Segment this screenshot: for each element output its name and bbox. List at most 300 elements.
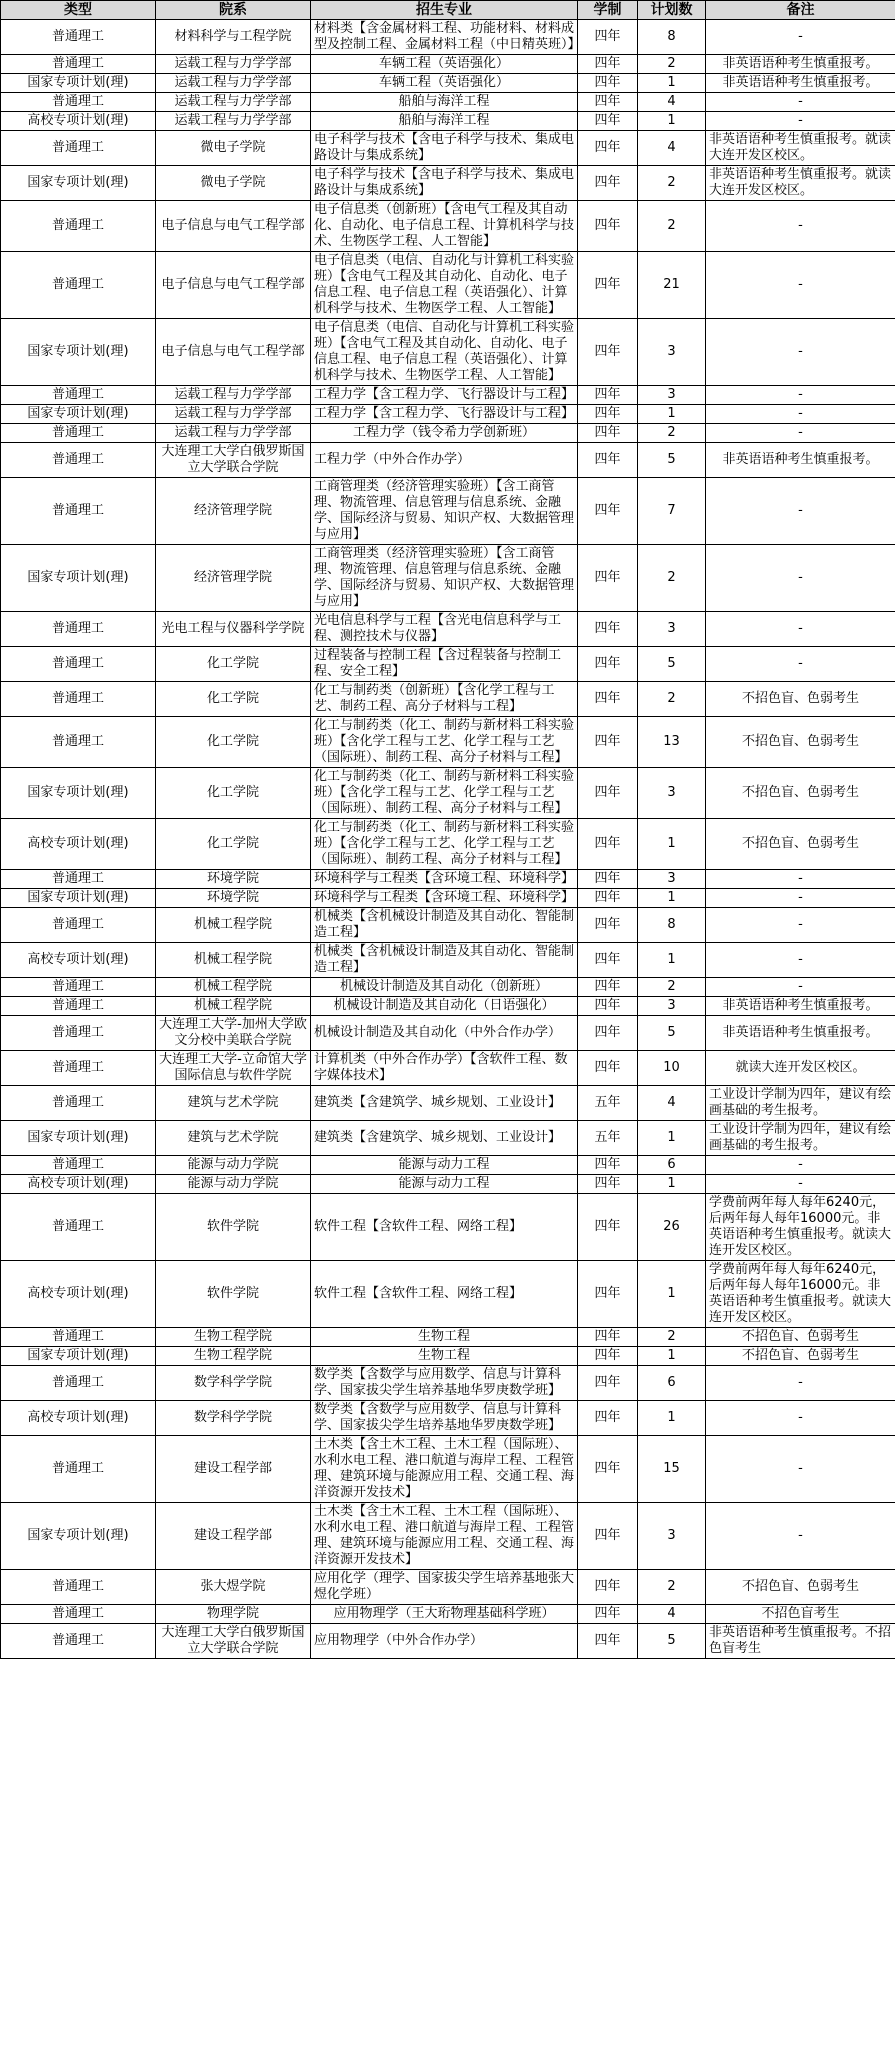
table-row	[1, 908, 895, 943]
table-row	[1, 1605, 895, 1624]
cell-length: 四年	[578, 889, 638, 908]
cell-length: 四年	[578, 1261, 638, 1328]
table-row	[1, 1347, 895, 1366]
table-row	[1, 1436, 895, 1503]
cell-major: 电子科学与技术【含电子科学与技术、集成电路设计与集成系统】	[311, 166, 578, 201]
table-row	[1, 386, 895, 405]
cell-count: 1	[638, 405, 706, 424]
cell-count: 3	[638, 319, 706, 386]
cell-major: 工程力学（中外合作办学）	[311, 443, 578, 478]
cell-count: 4	[638, 1086, 706, 1121]
cell-note: 不招色盲、色弱考生	[706, 682, 895, 717]
cell-length: 四年	[578, 386, 638, 405]
cell-dept: 运载工程与力学学部	[156, 405, 311, 424]
cell-count: 5	[638, 647, 706, 682]
cell-note: 工业设计学制为四年，建议有绘画基础的考生报考。	[706, 1121, 895, 1156]
cell-note: -	[706, 252, 895, 319]
cell-type: 普通理工	[1, 1086, 156, 1121]
cell-dept: 化工学院	[156, 647, 311, 682]
cell-dept: 建设工程学部	[156, 1436, 311, 1503]
cell-note: 非英语语种考生慎重报考。	[706, 55, 895, 74]
table-row	[1, 424, 895, 443]
cell-major: 车辆工程（英语强化）	[311, 74, 578, 93]
cell-dept: 数学科学学院	[156, 1401, 311, 1436]
cell-major: 机械设计制造及其自动化（中外合作办学）	[311, 1016, 578, 1051]
cell-major: 生物工程	[311, 1347, 578, 1366]
table-row	[1, 319, 895, 386]
cell-type: 普通理工	[1, 647, 156, 682]
cell-note: 非英语语种考生慎重报考。	[706, 74, 895, 93]
cell-note: -	[706, 1156, 895, 1175]
table-body	[1, 20, 895, 1659]
cell-type: 高校专项计划(理)	[1, 819, 156, 870]
cell-dept: 微电子学院	[156, 166, 311, 201]
header-type: 类型	[1, 1, 156, 20]
cell-dept: 大连理工大学-立命馆大学国际信息与软件学院	[156, 1051, 311, 1086]
cell-type: 高校专项计划(理)	[1, 943, 156, 978]
cell-count: 3	[638, 612, 706, 647]
cell-type: 普通理工	[1, 1328, 156, 1347]
cell-note: 不招色盲考生	[706, 1605, 895, 1624]
cell-count: 2	[638, 424, 706, 443]
cell-major: 数学类【含数学与应用数学、信息与计算科学、国家拔尖学生培养基地华罗庚数学班】	[311, 1366, 578, 1401]
cell-count: 3	[638, 870, 706, 889]
cell-type: 普通理工	[1, 1570, 156, 1605]
cell-note: -	[706, 943, 895, 978]
cell-note: -	[706, 386, 895, 405]
cell-note: 非英语语种考生慎重报考。	[706, 443, 895, 478]
cell-note: -	[706, 1436, 895, 1503]
cell-dept: 机械工程学院	[156, 943, 311, 978]
table-row	[1, 1366, 895, 1401]
cell-type: 国家专项计划(理)	[1, 545, 156, 612]
cell-note: -	[706, 405, 895, 424]
table-row	[1, 768, 895, 819]
cell-major: 机械类【含机械设计制造及其自动化、智能制造工程】	[311, 943, 578, 978]
cell-type: 国家专项计划(理)	[1, 319, 156, 386]
cell-major: 软件工程【含软件工程、网络工程】	[311, 1194, 578, 1261]
cell-length: 四年	[578, 1328, 638, 1347]
cell-major: 机械设计制造及其自动化（日语强化）	[311, 997, 578, 1016]
cell-note: 非英语语种考生慎重报考。不招色盲考生	[706, 1624, 895, 1659]
cell-major: 船舶与海洋工程	[311, 112, 578, 131]
cell-count: 3	[638, 1503, 706, 1570]
table-row	[1, 978, 895, 997]
cell-major: 工商管理类（经济管理实验班）【含工商管理、物流管理、信息管理与信息系统、金融学、国际经济与贸易、知识产权、大数据管理与应用】	[311, 478, 578, 545]
cell-dept: 张大煜学院	[156, 1570, 311, 1605]
cell-note: -	[706, 1503, 895, 1570]
cell-count: 7	[638, 478, 706, 545]
table-row	[1, 131, 895, 166]
cell-length: 四年	[578, 319, 638, 386]
cell-note: 不招色盲、色弱考生	[706, 819, 895, 870]
table-row	[1, 1401, 895, 1436]
cell-type: 国家专项计划(理)	[1, 405, 156, 424]
cell-type: 普通理工	[1, 1051, 156, 1086]
cell-major: 应用物理学（中外合作办学）	[311, 1624, 578, 1659]
cell-count: 2	[638, 166, 706, 201]
cell-length: 四年	[578, 682, 638, 717]
cell-length: 四年	[578, 443, 638, 478]
cell-length: 四年	[578, 112, 638, 131]
cell-count: 2	[638, 682, 706, 717]
cell-major: 环境科学与工程类【含环境工程、环境科学】	[311, 870, 578, 889]
cell-dept: 建设工程学部	[156, 1503, 311, 1570]
cell-major: 工程力学（钱令希力学创新班）	[311, 424, 578, 443]
table-row	[1, 997, 895, 1016]
cell-length: 四年	[578, 1503, 638, 1570]
table-row	[1, 405, 895, 424]
cell-count: 8	[638, 20, 706, 55]
cell-type: 普通理工	[1, 386, 156, 405]
cell-major: 土木类【含土木工程、土木工程（国际班）、水利水电工程、港口航道与海岸工程、工程管理、建筑环境与能源应用工程、交通工程、海洋资源开发技术】	[311, 1436, 578, 1503]
cell-count: 2	[638, 55, 706, 74]
cell-type: 普通理工	[1, 978, 156, 997]
table-row	[1, 1570, 895, 1605]
table-row	[1, 166, 895, 201]
cell-count: 6	[638, 1366, 706, 1401]
cell-count: 8	[638, 908, 706, 943]
cell-length: 四年	[578, 908, 638, 943]
cell-count: 1	[638, 74, 706, 93]
cell-type: 高校专项计划(理)	[1, 1401, 156, 1436]
cell-count: 1	[638, 112, 706, 131]
cell-note: 不招色盲、色弱考生	[706, 1328, 895, 1347]
cell-type: 普通理工	[1, 93, 156, 112]
table-row	[1, 1194, 895, 1261]
cell-length: 四年	[578, 819, 638, 870]
table-row	[1, 1175, 895, 1194]
cell-note: 学费前两年每人每年6240元，后两年每人每年16000元。非英语语种考生慎重报考。就读大连开发区校区。	[706, 1261, 895, 1328]
cell-major: 生物工程	[311, 1328, 578, 1347]
cell-type: 国家专项计划(理)	[1, 74, 156, 93]
cell-type: 国家专项计划(理)	[1, 889, 156, 908]
cell-count: 15	[638, 1436, 706, 1503]
cell-length: 五年	[578, 1121, 638, 1156]
cell-type: 高校专项计划(理)	[1, 112, 156, 131]
cell-type: 国家专项计划(理)	[1, 768, 156, 819]
cell-length: 四年	[578, 1605, 638, 1624]
table-row	[1, 682, 895, 717]
cell-dept: 大连理工大学白俄罗斯国立大学联合学院	[156, 1624, 311, 1659]
cell-length: 四年	[578, 1366, 638, 1401]
cell-major: 化工与制药类（化工、制药与新材料工科实验班）【含化学工程与工艺、化学工程与工艺（国际班）、制药工程、高分子材料与工程】	[311, 819, 578, 870]
cell-major: 软件工程【含软件工程、网络工程】	[311, 1261, 578, 1328]
cell-length: 四年	[578, 20, 638, 55]
cell-note: -	[706, 545, 895, 612]
cell-count: 2	[638, 201, 706, 252]
cell-count: 26	[638, 1194, 706, 1261]
cell-length: 四年	[578, 978, 638, 997]
cell-dept: 大连理工大学-加州大学欧文分校中美联合学院	[156, 1016, 311, 1051]
cell-note: 不招色盲、色弱考生	[706, 768, 895, 819]
cell-length: 四年	[578, 1624, 638, 1659]
cell-length: 四年	[578, 166, 638, 201]
cell-major: 机械设计制造及其自动化（创新班）	[311, 978, 578, 997]
cell-dept: 软件学院	[156, 1261, 311, 1328]
cell-dept: 机械工程学院	[156, 978, 311, 997]
cell-major: 电子信息类（电信、自动化与计算机工科实验班）【含电气工程及其自动化、自动化、电子信息工程、电子信息工程（英语强化）、计算机科学与技术、生物医学工程、人工智能】	[311, 319, 578, 386]
cell-count: 5	[638, 443, 706, 478]
table-row	[1, 889, 895, 908]
cell-length: 四年	[578, 870, 638, 889]
cell-note: -	[706, 424, 895, 443]
cell-length: 四年	[578, 943, 638, 978]
cell-dept: 建筑与艺术学院	[156, 1121, 311, 1156]
cell-major: 过程装备与控制工程【含过程装备与控制工程、安全工程】	[311, 647, 578, 682]
cell-dept: 化工学院	[156, 682, 311, 717]
table-row	[1, 1051, 895, 1086]
table-row	[1, 20, 895, 55]
cell-dept: 光电工程与仪器科学学院	[156, 612, 311, 647]
cell-count: 1	[638, 1261, 706, 1328]
cell-length: 四年	[578, 424, 638, 443]
cell-type: 普通理工	[1, 997, 156, 1016]
cell-dept: 运载工程与力学学部	[156, 74, 311, 93]
cell-length: 四年	[578, 201, 638, 252]
table-row	[1, 1328, 895, 1347]
table-row	[1, 943, 895, 978]
cell-major: 环境科学与工程类【含环境工程、环境科学】	[311, 889, 578, 908]
cell-note: 就读大连开发区校区。	[706, 1051, 895, 1086]
cell-count: 3	[638, 768, 706, 819]
cell-type: 普通理工	[1, 717, 156, 768]
table-row	[1, 1121, 895, 1156]
cell-length: 四年	[578, 1401, 638, 1436]
cell-count: 5	[638, 1624, 706, 1659]
cell-dept: 运载工程与力学学部	[156, 112, 311, 131]
header-count: 计划数	[638, 1, 706, 20]
table-row	[1, 201, 895, 252]
table-row	[1, 1261, 895, 1328]
cell-note: 非英语语种考生慎重报考。	[706, 997, 895, 1016]
cell-length: 四年	[578, 252, 638, 319]
cell-major: 电子信息类（创新班）【含电气工程及其自动化、自动化、电子信息工程、计算机科学与技术、生物医学工程、人工智能】	[311, 201, 578, 252]
cell-type: 国家专项计划(理)	[1, 1121, 156, 1156]
cell-type: 普通理工	[1, 131, 156, 166]
cell-major: 数学类【含数学与应用数学、信息与计算科学、国家拔尖学生培养基地华罗庚数学班】	[311, 1401, 578, 1436]
cell-major: 能源与动力工程	[311, 1175, 578, 1194]
cell-type: 普通理工	[1, 424, 156, 443]
cell-note: 工业设计学制为四年，建议有绘画基础的考生报考。	[706, 1086, 895, 1121]
cell-major: 光电信息科学与工程【含光电信息科学与工程、测控技术与仪器】	[311, 612, 578, 647]
table-row	[1, 819, 895, 870]
cell-count: 4	[638, 93, 706, 112]
cell-length: 四年	[578, 405, 638, 424]
header-major: 招生专业	[311, 1, 578, 20]
cell-type: 普通理工	[1, 1366, 156, 1401]
cell-major: 工程力学【含工程力学、飞行器设计与工程】	[311, 386, 578, 405]
cell-note: -	[706, 478, 895, 545]
cell-type: 普通理工	[1, 682, 156, 717]
cell-dept: 环境学院	[156, 870, 311, 889]
cell-dept: 环境学院	[156, 889, 311, 908]
cell-major: 建筑类【含建筑学、城乡规划、工业设计】	[311, 1086, 578, 1121]
cell-count: 1	[638, 1401, 706, 1436]
cell-note: -	[706, 20, 895, 55]
cell-dept: 电子信息与电气工程学部	[156, 201, 311, 252]
cell-dept: 建筑与艺术学院	[156, 1086, 311, 1121]
cell-major: 计算机类（中外合作办学）【含软件工程、数字媒体技术】	[311, 1051, 578, 1086]
cell-type: 普通理工	[1, 612, 156, 647]
cell-count: 3	[638, 386, 706, 405]
cell-note: 不招色盲、色弱考生	[706, 1570, 895, 1605]
cell-major: 工商管理类（经济管理实验班）【含工商管理、物流管理、信息管理与信息系统、金融学、国际经济与贸易、知识产权、大数据管理与应用】	[311, 545, 578, 612]
cell-count: 1	[638, 819, 706, 870]
cell-length: 四年	[578, 1156, 638, 1175]
header-length: 学制	[578, 1, 638, 20]
cell-note: -	[706, 319, 895, 386]
cell-major: 应用物理学（王大珩物理基础科学班）	[311, 1605, 578, 1624]
cell-type: 普通理工	[1, 55, 156, 74]
cell-dept: 机械工程学院	[156, 908, 311, 943]
cell-major: 建筑类【含建筑学、城乡规划、工业设计】	[311, 1121, 578, 1156]
cell-length: 四年	[578, 647, 638, 682]
cell-count: 6	[638, 1156, 706, 1175]
cell-note: -	[706, 93, 895, 112]
table-row	[1, 478, 895, 545]
table-row	[1, 647, 895, 682]
cell-count: 2	[638, 1570, 706, 1605]
cell-dept: 生物工程学院	[156, 1328, 311, 1347]
cell-dept: 经济管理学院	[156, 545, 311, 612]
header-row	[1, 1, 895, 20]
table-row	[1, 74, 895, 93]
cell-type: 高校专项计划(理)	[1, 1261, 156, 1328]
cell-length: 四年	[578, 1051, 638, 1086]
cell-length: 四年	[578, 1436, 638, 1503]
cell-type: 普通理工	[1, 1016, 156, 1051]
cell-dept: 数学科学学院	[156, 1366, 311, 1401]
table-row	[1, 112, 895, 131]
cell-dept: 微电子学院	[156, 131, 311, 166]
cell-length: 四年	[578, 93, 638, 112]
cell-type: 普通理工	[1, 870, 156, 889]
cell-note: 非英语语种考生慎重报考。就读大连开发区校区。	[706, 166, 895, 201]
cell-dept: 化工学院	[156, 717, 311, 768]
cell-major: 电子科学与技术【含电子科学与技术、集成电路设计与集成系统】	[311, 131, 578, 166]
cell-dept: 物理学院	[156, 1605, 311, 1624]
cell-length: 四年	[578, 1175, 638, 1194]
table-row	[1, 1086, 895, 1121]
cell-type: 普通理工	[1, 478, 156, 545]
cell-length: 四年	[578, 74, 638, 93]
cell-count: 4	[638, 131, 706, 166]
cell-dept: 经济管理学院	[156, 478, 311, 545]
cell-length: 四年	[578, 717, 638, 768]
table-row	[1, 612, 895, 647]
table-row	[1, 55, 895, 74]
cell-count: 10	[638, 1051, 706, 1086]
header-dept: 院系	[156, 1, 311, 20]
table-row	[1, 870, 895, 889]
cell-dept: 大连理工大学白俄罗斯国立大学联合学院	[156, 443, 311, 478]
cell-count: 21	[638, 252, 706, 319]
cell-length: 四年	[578, 545, 638, 612]
cell-length: 四年	[578, 1016, 638, 1051]
cell-dept: 化工学院	[156, 768, 311, 819]
table-row	[1, 443, 895, 478]
cell-major: 机械类【含机械设计制造及其自动化、智能制造工程】	[311, 908, 578, 943]
cell-length: 四年	[578, 768, 638, 819]
cell-type: 高校专项计划(理)	[1, 1175, 156, 1194]
cell-count: 2	[638, 978, 706, 997]
cell-note: -	[706, 889, 895, 908]
cell-note: 非英语语种考生慎重报考。就读大连开发区校区。	[706, 131, 895, 166]
cell-count: 1	[638, 943, 706, 978]
cell-note: -	[706, 870, 895, 889]
cell-dept: 电子信息与电气工程学部	[156, 252, 311, 319]
cell-type: 普通理工	[1, 1624, 156, 1659]
cell-major: 化工与制药类（创新班）【含化学工程与工艺、制药工程、高分子材料与工程】	[311, 682, 578, 717]
cell-major: 工程力学【含工程力学、飞行器设计与工程】	[311, 405, 578, 424]
cell-note: 学费前两年每人每年6240元，后两年每人每年16000元。非英语语种考生慎重报考。就读大连开发区校区。	[706, 1194, 895, 1261]
cell-dept: 软件学院	[156, 1194, 311, 1261]
cell-type: 普通理工	[1, 1194, 156, 1261]
cell-length: 四年	[578, 612, 638, 647]
cell-note: 不招色盲、色弱考生	[706, 1347, 895, 1366]
cell-length: 五年	[578, 1086, 638, 1121]
cell-type: 普通理工	[1, 20, 156, 55]
cell-major: 材料类【含金属材料工程、功能材料、材料成型及控制工程、金属材料工程（中日精英班）】	[311, 20, 578, 55]
cell-type: 普通理工	[1, 201, 156, 252]
cell-dept: 生物工程学院	[156, 1347, 311, 1366]
table-row	[1, 1156, 895, 1175]
cell-length: 四年	[578, 131, 638, 166]
table-row	[1, 93, 895, 112]
cell-type: 普通理工	[1, 443, 156, 478]
table-row	[1, 1624, 895, 1659]
cell-dept: 运载工程与力学学部	[156, 93, 311, 112]
cell-type: 国家专项计划(理)	[1, 1347, 156, 1366]
cell-count: 1	[638, 1175, 706, 1194]
cell-length: 四年	[578, 55, 638, 74]
table-row	[1, 1016, 895, 1051]
cell-length: 四年	[578, 1570, 638, 1605]
cell-type: 国家专项计划(理)	[1, 166, 156, 201]
cell-note: -	[706, 612, 895, 647]
cell-length: 四年	[578, 1194, 638, 1261]
cell-count: 4	[638, 1605, 706, 1624]
cell-major: 电子信息类（电信、自动化与计算机工科实验班）【含电气工程及其自动化、自动化、电子信息工程、电子信息工程（英语强化）、计算机科学与技术、生物医学工程、人工智能】	[311, 252, 578, 319]
cell-count: 2	[638, 545, 706, 612]
cell-type: 普通理工	[1, 908, 156, 943]
cell-dept: 运载工程与力学学部	[156, 386, 311, 405]
cell-dept: 能源与动力学院	[156, 1175, 311, 1194]
cell-count: 1	[638, 1121, 706, 1156]
cell-note: -	[706, 1175, 895, 1194]
header-note: 备注	[706, 1, 895, 20]
cell-note: 不招色盲、色弱考生	[706, 717, 895, 768]
cell-count: 1	[638, 1347, 706, 1366]
cell-major: 能源与动力工程	[311, 1156, 578, 1175]
cell-note: -	[706, 201, 895, 252]
cell-count: 5	[638, 1016, 706, 1051]
cell-count: 3	[638, 997, 706, 1016]
cell-length: 四年	[578, 1347, 638, 1366]
cell-note: -	[706, 908, 895, 943]
cell-major: 船舶与海洋工程	[311, 93, 578, 112]
cell-note: -	[706, 1366, 895, 1401]
cell-type: 普通理工	[1, 1436, 156, 1503]
table-row	[1, 545, 895, 612]
cell-type: 普通理工	[1, 1605, 156, 1624]
cell-count: 2	[638, 1328, 706, 1347]
cell-dept: 运载工程与力学学部	[156, 424, 311, 443]
table-row	[1, 717, 895, 768]
cell-count: 13	[638, 717, 706, 768]
cell-note: -	[706, 647, 895, 682]
